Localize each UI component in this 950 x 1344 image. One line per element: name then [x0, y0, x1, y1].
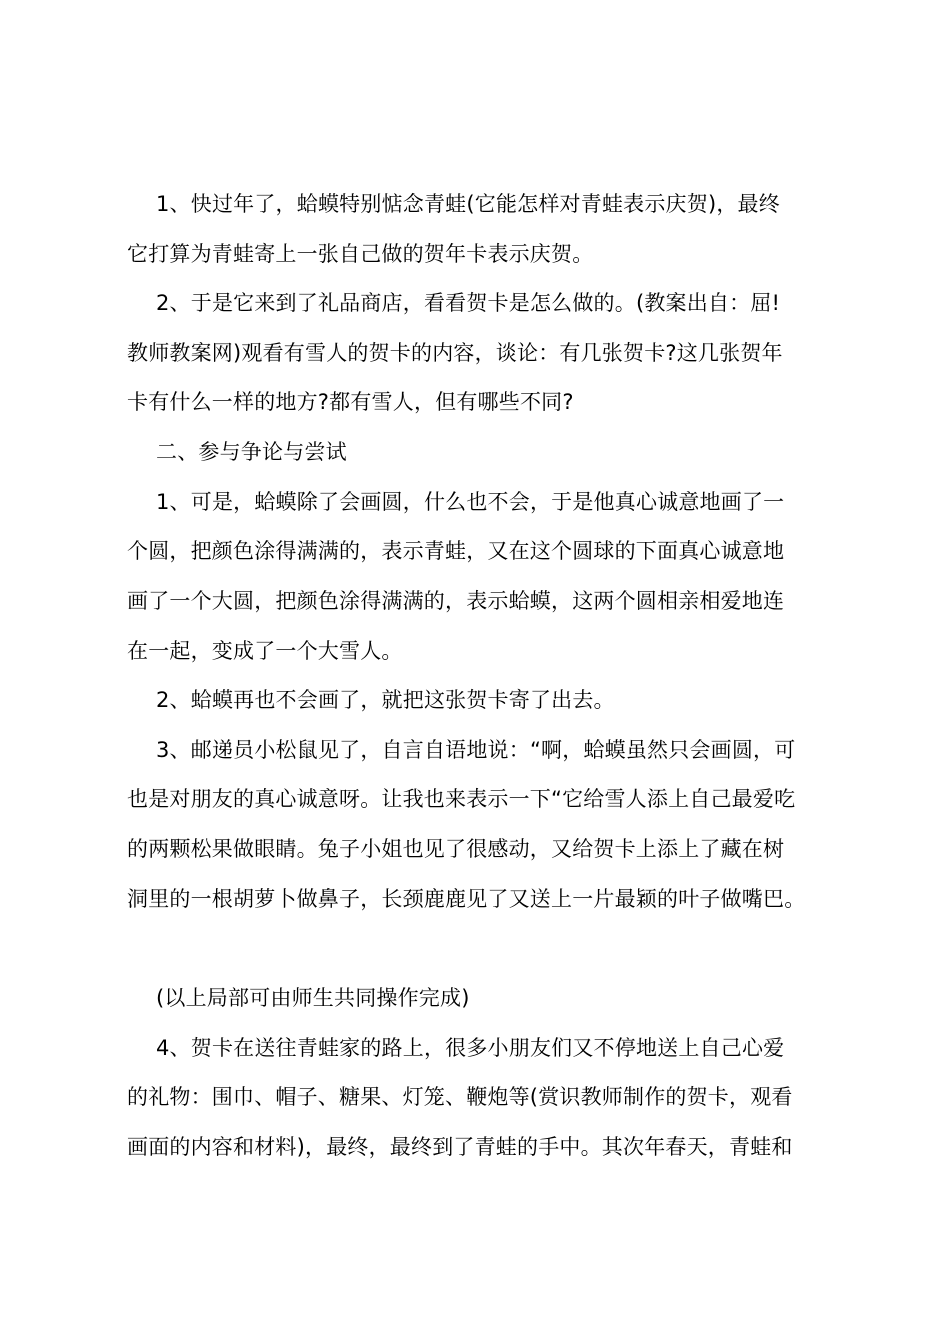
paragraph-4-line-1: 2、蛤蟆再也不会画了，就把这张贺卡寄了出去。 — [156, 688, 615, 712]
paragraph-6-line-3: 画面的内容和材料)，最终，最终到了青蛙的手中。其次年春天，青蛙和 — [127, 1135, 793, 1159]
section-heading: 二、参与争论与尝试 — [156, 440, 347, 464]
paragraph-1-line-2: 它打算为青蛙寄上一张自己做的贺年卡表示庆贺。 — [127, 242, 594, 266]
paragraph-5-line-1: 3、邮递员小松鼠见了，自言自语地说：“啊，蛤蟆虽然只会画圆，可 — [156, 738, 796, 762]
paragraph-3-line-4: 在一起，变成了一个大雪人。 — [127, 639, 403, 663]
paragraph-5-line-2: 也是对朋友的真心诚意呀。让我也来表示一下“它给雪人添上自己最爱吃 — [127, 787, 796, 811]
note-line: (以上局部可由师生共同操作完成) — [156, 986, 470, 1010]
paragraph-3-line-3: 画了一个大圆，把颜色涂得满满的，表示蛤蟆，这两个圆相亲相爱地连 — [127, 589, 785, 613]
paragraph-2-line-3: 卡有什么一样的地方?都有雪人，但有哪些不同? — [127, 390, 574, 414]
paragraph-1-line-1: 1、快过年了，蛤蟆特别惦念青蛙(它能怎样对青蛙表示庆贺)，最终 — [156, 192, 780, 216]
paragraph-6-line-1: 4、贺卡在送往青蛙家的路上，很多小朋友们又不停地送上自己心爱 — [156, 1036, 785, 1060]
paragraph-5-line-3: 的两颗松果做眼睛。兔子小姐也见了很感动，又给贺卡上添上了藏在树 — [127, 837, 785, 861]
paragraph-2-line-2: 教师教案网)观看有雪人的贺卡的内容，谈论：有几张贺卡?这几张贺年 — [127, 341, 783, 365]
paragraph-5-line-4: 洞里的一根胡萝卜做鼻子，长颈鹿鹿见了又送上一片最颖的叶子做嘴巴。 — [127, 887, 806, 911]
paragraph-6-line-2: 的礼物：围巾、帽子、糖果、灯笼、鞭炮等(赏识教师制作的贺卡，观看 — [127, 1085, 793, 1109]
paragraph-3-line-1: 1、可是，蛤蟆除了会画圆，什么也不会，于是他真心诚意地画了一 — [156, 490, 785, 514]
paragraph-2-line-1: 2、于是它来到了礼品商店，看看贺卡是怎么做的。(教案出自：屈! — [156, 291, 781, 315]
paragraph-3-line-2: 个圆，把颜色涂得满满的，表示青蛙，又在这个圆球的下面真心诚意地 — [127, 539, 785, 563]
